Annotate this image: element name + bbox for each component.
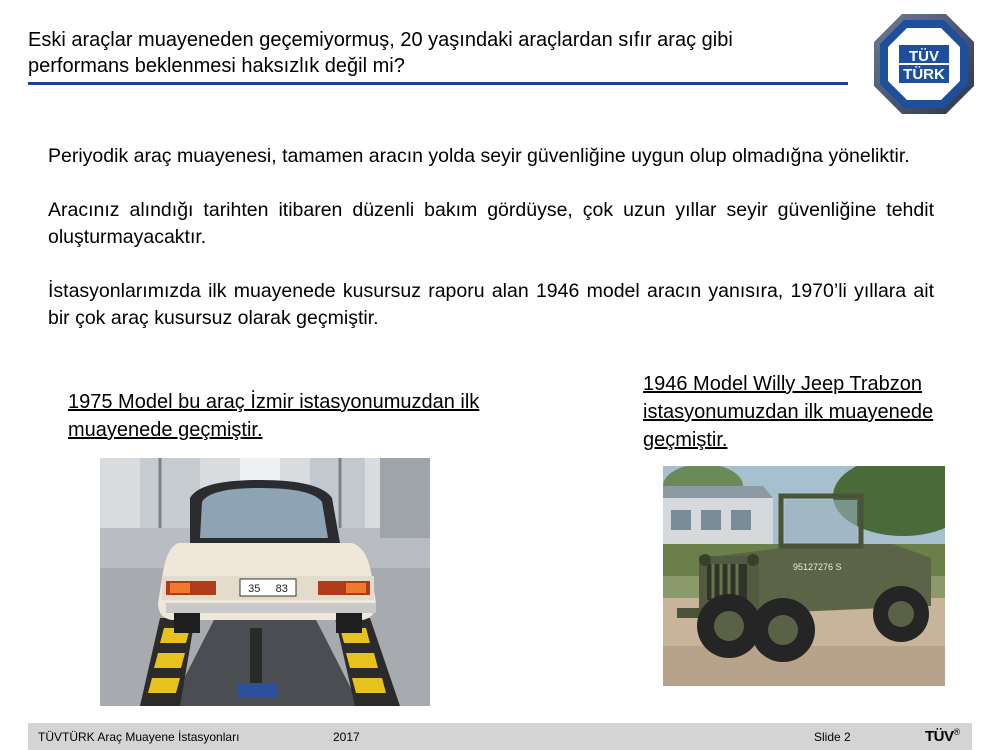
tuvturk-logo xyxy=(872,12,976,116)
caption-1946-jeep: 1946 Model Willy Jeep Trabzon istasyonumuzdan ilk muayenede geçmiştir. xyxy=(643,373,934,451)
footer-year: 2017 xyxy=(333,730,360,744)
footer-slide-number: Slide 2 xyxy=(814,730,851,744)
body-text xyxy=(48,143,934,332)
registered-mark: ® xyxy=(953,727,960,737)
logo-text-top: TÜV xyxy=(909,48,939,65)
license-plate: 35 83 xyxy=(248,583,288,595)
jeep-marking: 95127276 S xyxy=(793,562,842,572)
paragraph-stations: İstasyonlarımızda ilk muayenede kusursuz raporu alan 1946 model aracın yanısıra, 1970’li yıllara ait bir çok araç kusursuz olarak geçmiştir. xyxy=(48,280,934,329)
photo-1975-car xyxy=(100,458,430,706)
logo-text-bottom: TÜRK xyxy=(903,66,945,83)
footer-brand-logo xyxy=(925,727,960,745)
caption-1975-model: 1975 Model bu araç İzmir istasyonumuzdan ilk muayenede geçmiştir. xyxy=(68,391,480,441)
footer-brand-text: TÜV xyxy=(925,728,954,745)
footer-bar xyxy=(28,723,972,750)
slide-title: Eski araçlar muayeneden geçemiyormuş, 20 yaşındaki araçlardan sıfır araç gibi performans beklenmesi haksızlık değil mi? xyxy=(28,29,733,77)
footer-organization: TÜVTÜRK Araç Muayene İstasyonları xyxy=(38,730,240,744)
title-divider xyxy=(28,82,848,85)
paragraph-inspection-purpose: Periyodik araç muayenesi, tamamen aracın yolda seyir güvenliğine uygun olup olmadığna yöneliktir. xyxy=(48,145,910,167)
photo-1946-jeep xyxy=(663,466,945,686)
paragraph-maintenance: Aracınız alındığı tarihten itibaren düzenli bakım gördüyse, çok uzun yıllar seyir güvenliğine tehdit oluşturmayacaktır. xyxy=(48,199,934,248)
